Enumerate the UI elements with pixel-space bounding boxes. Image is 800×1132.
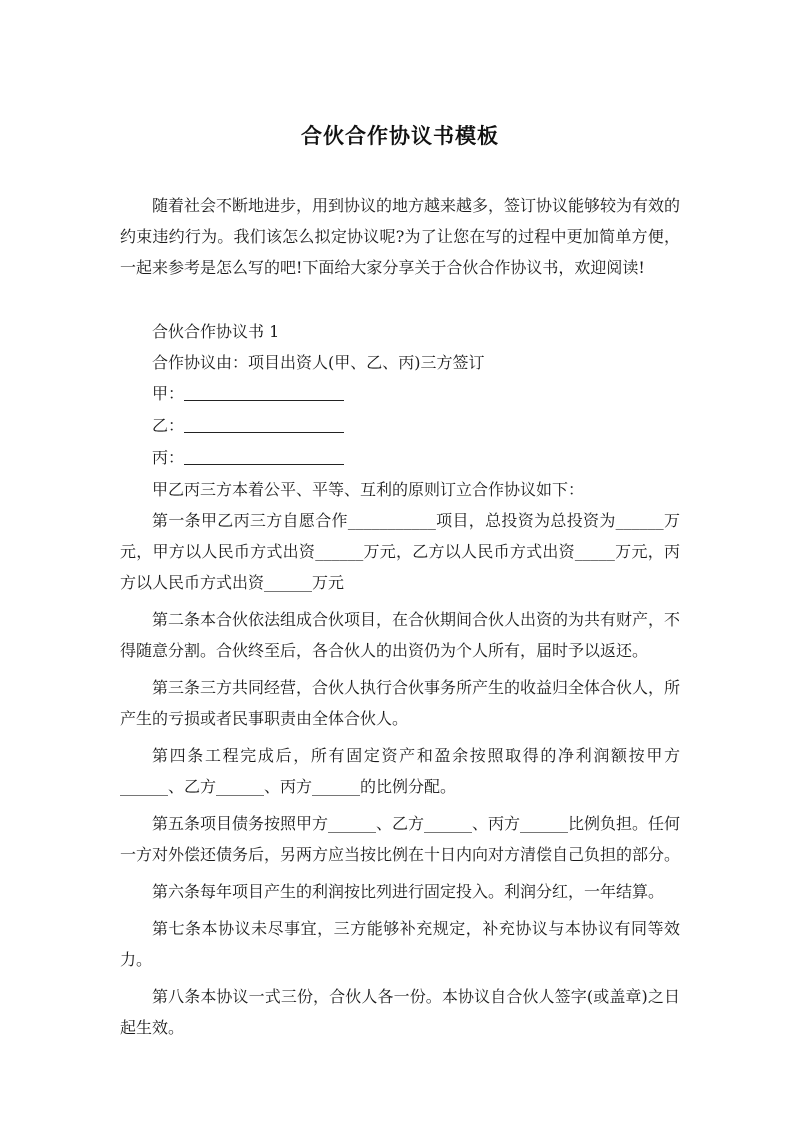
party-jia-line [120, 378, 680, 410]
signature-blank [184, 382, 344, 401]
intro-paragraph: 随着社会不断地进步，用到协议的地方越来越多，签订协议能够较为有效的约束违约行为。我们该怎么拟定协议呢?为了让您在写的过程中更加简单方便，一起来参考是怎么写的吧!下面给大家分享关于合伙合作协议书，欢迎阅读! [120, 196, 681, 277]
party-yi-line [120, 410, 680, 442]
party-label: 丙： [152, 448, 185, 467]
article-8: 第八条本协议一式三份，合伙人各一份。本协议自合伙人签字(或盖章)之日起生效。 [120, 987, 680, 1037]
party-bing-line [120, 442, 680, 474]
intro-block [120, 190, 680, 283]
document-title: 合伙合作协议书模板 [301, 123, 499, 148]
article-1: 第一条甲乙丙三方自愿合作___________项目，总投资为总投资为______万元，甲方以人民币方式出资______万元，乙方以人民币方式出资_____万元，丙方以人民币方式出资______万元 [120, 511, 680, 592]
section-heading: 合伙合作协议书 1 [152, 322, 280, 341]
parties-intro: 合作协议由：项目出资人(甲、乙、丙)三方签订 [152, 353, 485, 372]
article-4: 第四条工程完成后，所有固定资产和盈余按照取得的净利润额按甲方______、乙方______、丙方______的比例分配。 [120, 746, 680, 796]
article-5: 第五条项目债务按照甲方______、乙方______、丙方______比例负担。任何一方对外偿还债务后，另两方应当按比例在十日内向对方清偿自己负担的部分。 [120, 814, 681, 864]
signature-blank [184, 446, 344, 465]
party-label: 乙： [152, 416, 185, 435]
article-3: 第三条三方共同经营，合伙人执行合伙事务所产生的收益归全体合伙人，所产生的亏损或者民事职责由全体合伙人。 [120, 678, 681, 728]
preamble: 甲乙丙三方本着公平、平等、互利的原则订立合作协议如下： [152, 480, 585, 499]
article-2: 第二条本合伙依法组成合伙项目，在合伙期间合伙人出资的为共有财产，不得随意分割。合伙终至后，各合伙人的出资仍为个人所有，届时予以返还。 [120, 610, 681, 660]
article-6: 第六条每年项目产生的利润按比列进行固定投入。利润分红，一年结算。 [152, 882, 665, 901]
agreement-body [120, 316, 680, 1043]
article-7: 第七条本协议未尽事宜，三方能够补充规定，补充协议与本协议有同等效力。 [120, 919, 680, 969]
party-label: 甲： [152, 384, 185, 403]
signature-blank [184, 414, 344, 433]
